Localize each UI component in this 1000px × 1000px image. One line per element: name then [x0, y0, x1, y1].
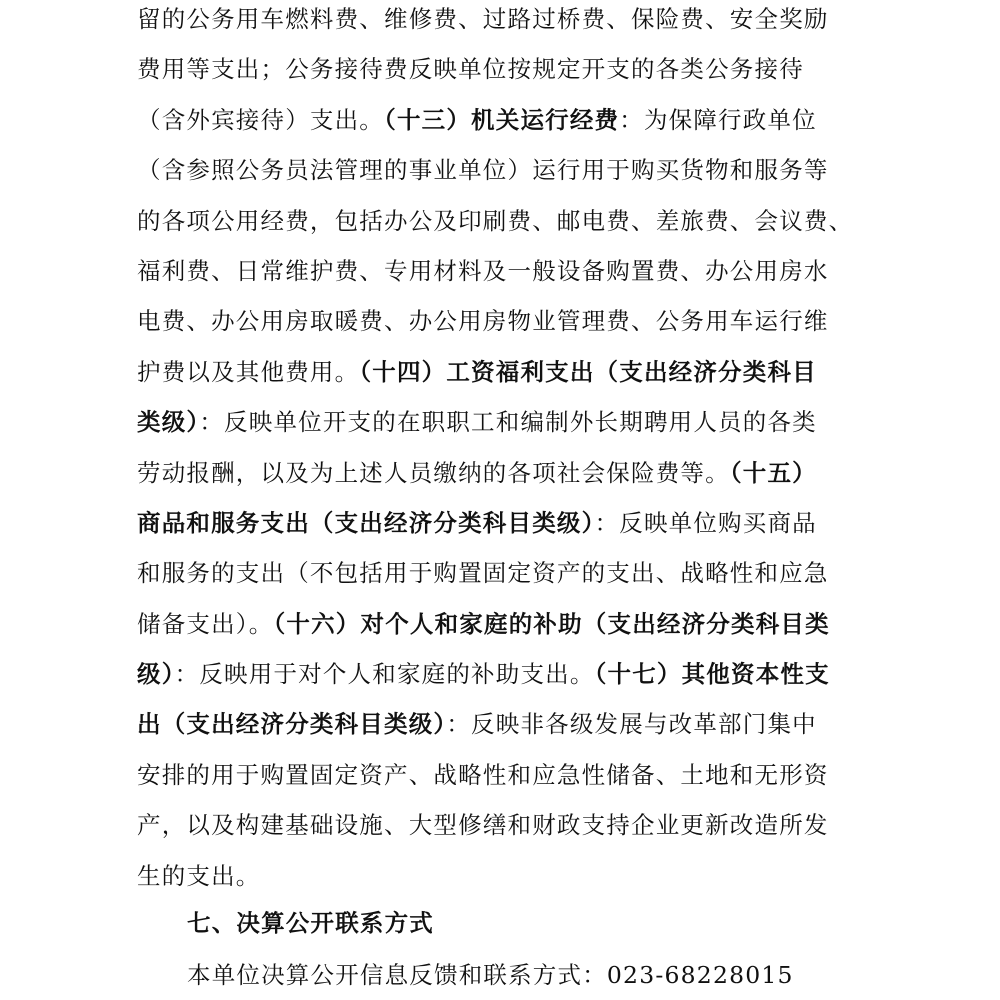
text-line: [137, 448, 897, 498]
text-line: [137, 196, 897, 246]
text-line: [137, 347, 897, 397]
text-segment: 生的支出。: [137, 861, 261, 890]
bold-term: （十六）对个人和家庭的补助（支出经济分类科目类: [273, 609, 830, 638]
text-line: [137, 750, 897, 800]
text-line: [137, 498, 897, 548]
bold-term: 级）: [137, 660, 175, 689]
text-segment: 费用等支出；公务接待费反映单位按规定开支的各类公务接待: [137, 55, 804, 84]
text-segment: 产，以及构建基础设施、大型修缮和财政支持企业更新改造所发: [137, 811, 829, 840]
text-line: [137, 296, 897, 346]
text-line: [137, 851, 897, 901]
text-segment: 安排的用于购置固定资产、战略性和应急性储备、土地和无形资: [137, 760, 829, 789]
text-line: [137, 699, 897, 749]
text-segment: ：为保障行政单位: [619, 105, 817, 134]
text-segment: （含外宾接待）支出。: [137, 105, 384, 134]
bold-term: （十四）工资福利支出（支出经济分类科目: [359, 357, 817, 386]
text-segment: 的各项公用经费，包括办公及印刷费、邮电费、差旅费、会议费、: [137, 206, 854, 235]
text-segment: 护费以及其他费用。: [137, 357, 360, 386]
text-line: [137, 548, 897, 598]
text-segment: 福利费、日常维护费、专用材料及一般设备购置费、办公用房水: [137, 256, 829, 285]
text-line: [137, 800, 897, 850]
contact-line: 本单位决算公开信息反馈和联系方式：023-68228015: [187, 961, 794, 989]
text-segment: 劳动报酬，以及为上述人员缴纳的各项社会保险费等。: [137, 458, 730, 487]
text-segment: ：反映用于对个人和家庭的补助支出。: [174, 660, 595, 689]
text-segment: 和服务的支出（不包括用于购置固定资产的支出、战略性和应急: [137, 559, 829, 588]
text-line: [137, 0, 897, 44]
text-segment: （含参照公务员法管理的事业单位）运行用于购买货物和服务等: [137, 156, 829, 185]
text-line: [137, 246, 897, 296]
bold-term: 商品和服务支出（支出经济分类科目类级）: [137, 508, 595, 537]
text-segment: 留的公务用车燃料费、维修费、过路过桥费、保险费、安全奖励: [137, 5, 829, 33]
text-segment: ：反映非各级发展与改革部门集中: [446, 710, 817, 739]
body-paragraph: [137, 0, 897, 901]
text-line: [137, 397, 897, 447]
bold-term: （十五）: [729, 458, 817, 487]
text-segment: 电费、办公用房取暖费、办公用房物业管理费、公务用车运行维: [137, 307, 829, 336]
text-segment: 储备支出）。: [137, 609, 274, 638]
bold-term: （十七）其他资本性支: [594, 660, 830, 689]
text-line: [137, 649, 897, 699]
text-line: [137, 145, 897, 195]
text-line: [137, 44, 897, 94]
bold-term: 类级）: [137, 408, 200, 437]
text-line: [137, 95, 897, 145]
text-line: [137, 599, 897, 649]
bold-term: （十三）机关运行经费: [384, 105, 620, 134]
section-heading: 七、决算公开联系方式: [187, 909, 434, 937]
bold-term: 出（支出经济分类科目类级）: [137, 710, 447, 739]
text-segment: ：反映单位开支的在职职工和编制外长期聘用人员的各类: [199, 408, 817, 437]
text-segment: ：反映单位购买商品: [594, 508, 817, 537]
